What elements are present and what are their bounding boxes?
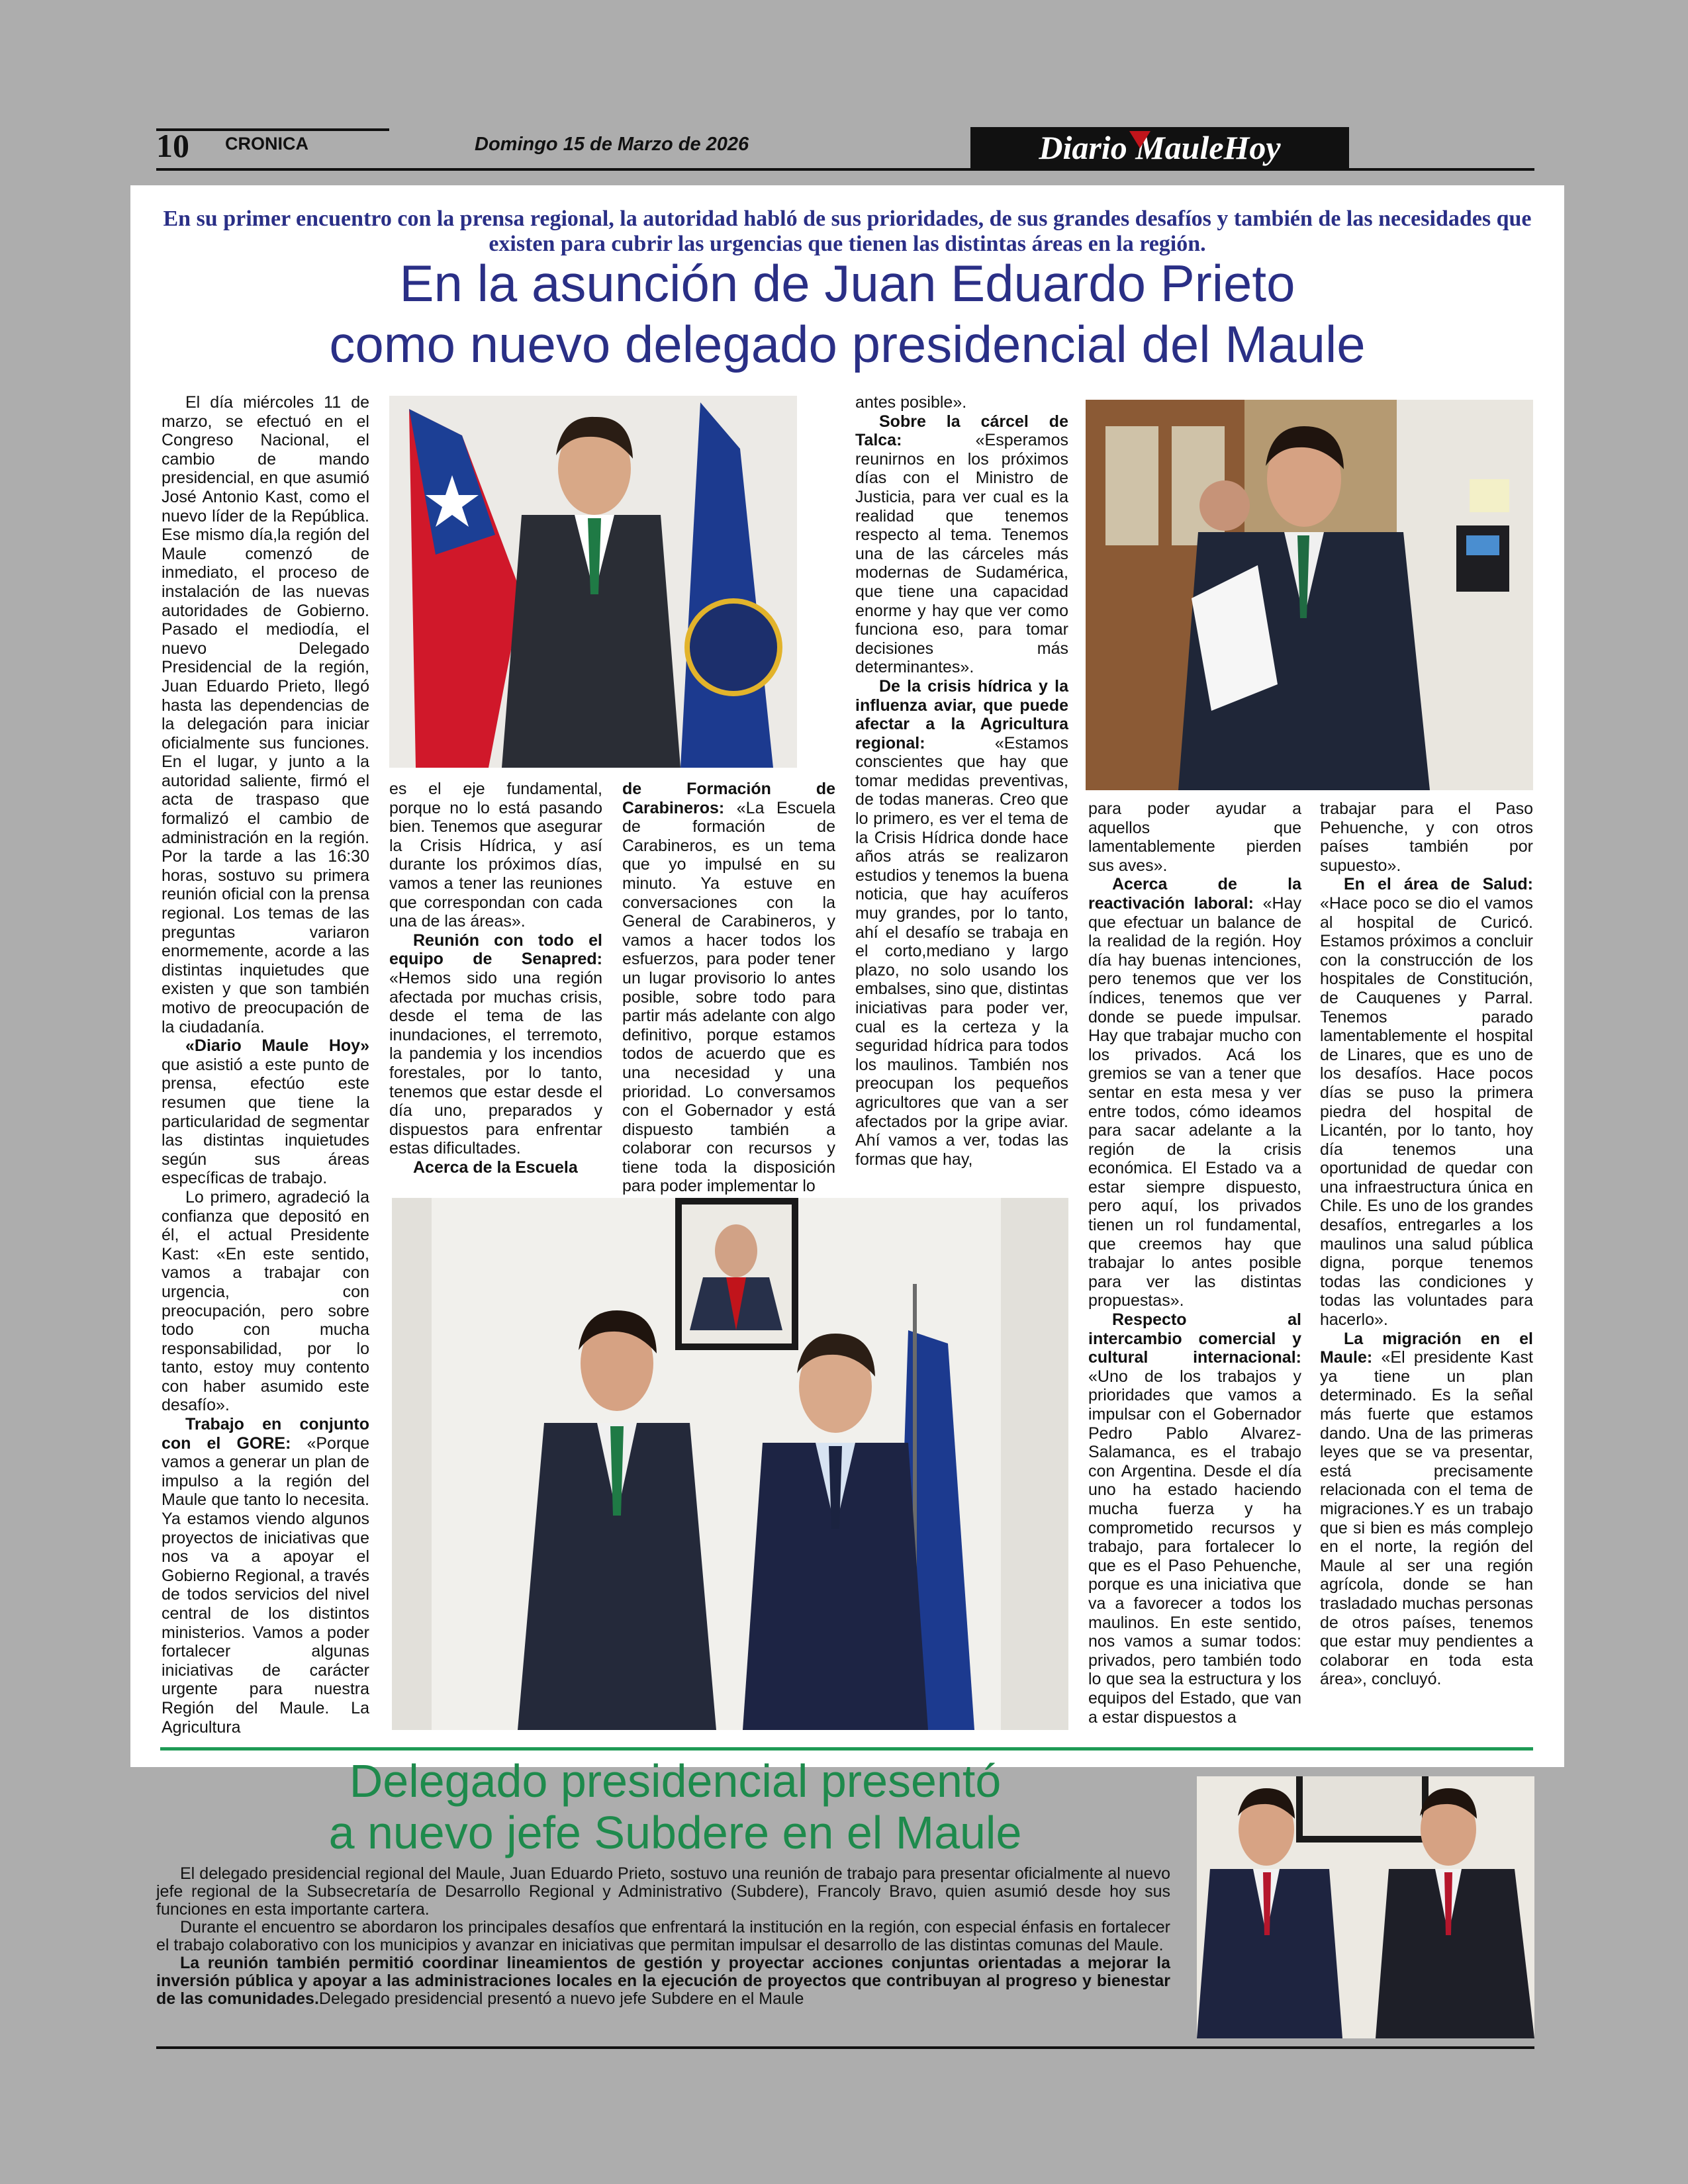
article-kicker: En su primer encuentro con la prensa regional, la autoridad habló de sus prioridades, de sus grandes desafíos y también de las necesidades que existen para cubrir las urgencias que tienen las distintas áreas en la región. bbox=[163, 206, 1532, 256]
paragraph: El delegado presidencial regional del Maule, Juan Eduardo Prieto, sostuvo una reunión de trabajo para presentar oficialmente al nuevo jefe regional de la Subsecretaría de Desarrollo Regional y Administrativo (Subdere), Francoly Bravo, quien asumió desde hoy sus funciones en esta importante cartera. bbox=[156, 1864, 1170, 1919]
article-column-5 bbox=[1088, 799, 1301, 1727]
paragraph: El día miércoles 11 de marzo, se efectuó en el Congreso Nacional, el cambio de mando presidencial, en que asumió José Antonio Kast, como el nuevo líder de la República. Ese mismo día,la región del Maule comenzó de inmediato, el proceso de instalación de las nuevas autoridades de Gobierno. Pasado el mediodía, el nuevo Delegado Presidencial de la región, Juan Eduardo Prieto, llegó hasta las dependencias de la delegación para iniciar oficialmente sus funciones. En el lugar, y junto a la autoridad saliente, firmó el acta de traspaso que formalizó el cambio de administración en la región. Por la tarde a las 16:30 horas, sostuvo su primera reunión oficial con la prensa regional. Los temas de las preguntas variaron enormemente, acorde a las distintas inquietudes que existen y que son también motivo de preocupación de la ciudadanía. bbox=[162, 393, 369, 1036]
secondary-headline-line-2: a nuevo jefe Subdere en el Maule bbox=[328, 1807, 1022, 1858]
photo-prieto-flags bbox=[389, 396, 797, 768]
paragraph: Acerca de la reactivación laboral: «Hay que efectuar un balance de la realidad de la región. Hoy día hay buenas intenciones, pero tenemos que ver los índices, tenemos que ver donde se puede impulsar. Hay que trabajar mucho con los privados. Acá los gremios se van a tener que sentar en esta mesa y ver entre todos, cómo ideamos para sacar adelante a la región de la crisis económica. El Estado va a estar siempre dispuesto, pero aquí, los privados tienen un rol fundamental, que creemos hay que trabajar lo antes posible para ver las distintas propuestas». bbox=[1088, 875, 1301, 1310]
article-column-2 bbox=[389, 780, 602, 1177]
headline-line-1: En la asunción de Juan Eduardo Prieto bbox=[399, 254, 1295, 312]
paragraph: de Formación de Carabineros: «La Escuela de formación de Carabineros, es un tema que yo impulsé en su minuto. Ya estuve en conversaciones con la General de Carabineros, y vamos a hacer todos los esfuerzos, para poder tener un lugar provisorio lo antes posible, sobre todo para partir más adelante con algo definitivo, porque estamos todos de acuerdo que es una necesidad y una prioridad. Lo conversamos con el Gobernador y está dispuesto también a colaborar con recursos y tiene toda la disposición para poder implementar lo bbox=[622, 780, 835, 1196]
article-column-4 bbox=[855, 393, 1068, 1169]
article-column-1 bbox=[162, 393, 369, 1737]
article-headline bbox=[159, 253, 1536, 375]
headline-line-2: como nuevo delegado presidencial del Maule bbox=[329, 315, 1366, 373]
secondary-headline-line-1: Delegado presidencial presentó bbox=[349, 1755, 1002, 1807]
header-top-rule bbox=[156, 128, 389, 131]
paragraph: trabajar para el Paso Pehuenche, y con otros países también por supuesto». bbox=[1320, 799, 1533, 875]
paragraph: Sobre la cárcel de Talca: «Esperamos reunirnos en los próximos días con el Ministro de Justicia, para ver cual es la realidad que tenemos respecto al tema. Tenemos una de las cárceles más modernas de Sudamérica, que tiene una capacidad enorme y hay que ver como funciona eso, para tomar decisiones más determinantes». bbox=[855, 412, 1068, 677]
logo-accent-icon bbox=[1129, 131, 1150, 148]
paragraph: En el área de Salud: «Hace poco se dio el vamos al hospital de Curicó. Estamos próximos a concluir con la construcción de los hospitales de Constitución, de Cauquenes y Parral. Tenemos parado lamentablemente el hospital de Linares, que es uno de los desafíos. Hace pocos días se puso la primera piedra del hospital de Licantén, por lo tanto, hoy día tenemos una oportunidad de quedar con una infraestructura única en Chile. Es uno de los grandes desafíos, entregarles a los maulinos una salud pública digna, porque tenemos todas las condiciones y todas las voluntades para hacerlo». bbox=[1320, 875, 1533, 1330]
paragraph: De la crisis hídrica y la influenza aviar, que puede afectar a la Agricultura regional: «Estamos conscientes que hay que tomar medidas preventivas, de todas maneras. Creo que lo primero, es ver el tema de la Crisis Hídrica donde hace años atrás se realizaron estudios y tenemos la buena noticia, que hay acuíferos muy grandes, por lo tanto, ahí el desafío se trabaja en el corto,mediano y largo plazo, no solo usando los embalses, sino que, distintas iniciativas para poder ver, cual es la certeza y la seguridad hídrica para todos los maulinos. También nos preocupan los pequeños agricultores que van a ser afectados por la gripe aviar. Ahí vamos a ver, todas las formas que hay, bbox=[855, 676, 1068, 1169]
paragraph: La migración en el Maule: «El presidente Kast ya tiene un plan determinado. Es la señal más fuerte que estamos dando. Una de las primeras leyes que se va presentar, está precisamente relacionada con el tema de migraciones.Y es un trabajo que si bien es más complejo en el norte, la región del Maule al ser una región agrícola, donde se han trasladado muchas personas de otros países, tenemos que estar muy pendientes a colaborar en toda esta área», concluyó. bbox=[1320, 1329, 1533, 1689]
secondary-headline bbox=[159, 1755, 1192, 1858]
header-rule bbox=[156, 168, 1534, 171]
page-number: 10 bbox=[156, 127, 189, 164]
paragraph: Trabajo en conjunto con el GORE: «Porque vamos a generar un plan de impulso a la región del Maule que tanto lo necesita. Ya estamos viendo algunos proyectos de iniciativas que nos va a apoyar el Gobierno Regional, a través de todos servicios del nivel central de los distintos ministerios. Vamos a poder fortalecer algunas iniciativas de carácter urgente para nuestra Región del Maule. La Agricultura bbox=[162, 1415, 370, 1737]
paragraph: Reunión con todo el equipo de Senapred: «Hemos sido una región afectada por muchas crisis, desde el tema de las inundaciones, el terremoto, la pandemia y los incendios forestales, por lo tanto, tenemos que estar desde el día uno, preparados y dispuestos para enfrentar estas dificultades. bbox=[389, 931, 602, 1158]
paragraph: Lo primero, agradeció la confianza que depositó en él, el actual Presidente Kast: «En este sentido, vamos a trabajar con urgencia, con preocupación, pero sobre todo con mucha responsabilidad, por lo tanto, estoy muy contento con haber asumido este desafío». bbox=[162, 1187, 369, 1415]
paragraph: antes posible». bbox=[855, 393, 967, 412]
paragraph: «Diario Maule Hoy» que asistió a este punto de prensa, efectúo este resumen que tiene la particularidad de segmentar las distintas inquietudes según sus áreas específicas de trabajo. bbox=[162, 1036, 369, 1188]
paragraph: es el eje fundamental, porque no lo está pasando bien. Tenemos que asegurar la Crisis Hídrica, y así durante los próximos días, vamos a tener las reuniones que correspondan con cada una de las áreas». bbox=[389, 780, 602, 931]
article-column-3 bbox=[622, 780, 835, 1196]
photo-delegate-subdere bbox=[1197, 1776, 1534, 2038]
paragraph: Durante el encuentro se abordaron los principales desafíos que enfrentará la institución en la región, con especial énfasis en fortalecer el trabajo colaborativo con los municipios y avanzar en iniciativas que permitan impulsar el desarrollo de las distintas comunas del Maule. bbox=[156, 1918, 1170, 1954]
paragraph: La reunión también permitió coordinar lineamientos de gestión y proyectar acciones conjuntas orientadas a mejorar la inversión pública y apoyar a las administraciones locales en la ejecución de proyectos que contribuyan al progreso y bienestar de las comunidades.Delegado presidencial presentó a nuevo jefe Subdere en el Maule bbox=[156, 1954, 1170, 2008]
photo-prieto-office bbox=[1086, 400, 1533, 790]
paragraph: Respecto al intercambio comercial y cultural internacional: «Uno de los trabajos y prioridades que vamos a impulsar con el Gobernador Pedro Pablo Alvarez- Salamanca, es el trabajo con Argentina. Desde el día uno ha estado haciendo mucha fuerza y ha comprometido recursos y trabajo, para fortalecer lo que es el Paso Pehuenche, porque es una iniciativa que va a favorecer a todos los maulinos. En este sentido, nos vamos a sumar todos: privados, pero también todo lo que sea la estructura y los equipos del Estado, que van a estar dispuestos a bbox=[1088, 1310, 1301, 1727]
issue-date: Domingo 15 de Marzo de 2026 bbox=[475, 134, 749, 155]
footer-rule bbox=[156, 2046, 1534, 2049]
section-label: CRONICA bbox=[225, 134, 308, 154]
subheading: Acerca de la Escuela bbox=[413, 1158, 578, 1177]
photo-two-officials bbox=[392, 1198, 1068, 1730]
paragraph: para poder ayudar a aquellos que lamentablemente pierden sus aves». bbox=[1088, 799, 1301, 875]
newspaper-logo: Diario MauleHoy bbox=[970, 127, 1349, 168]
article-column-6 bbox=[1320, 799, 1533, 1689]
article-divider bbox=[160, 1747, 1533, 1751]
secondary-article-body bbox=[156, 1865, 1170, 2008]
